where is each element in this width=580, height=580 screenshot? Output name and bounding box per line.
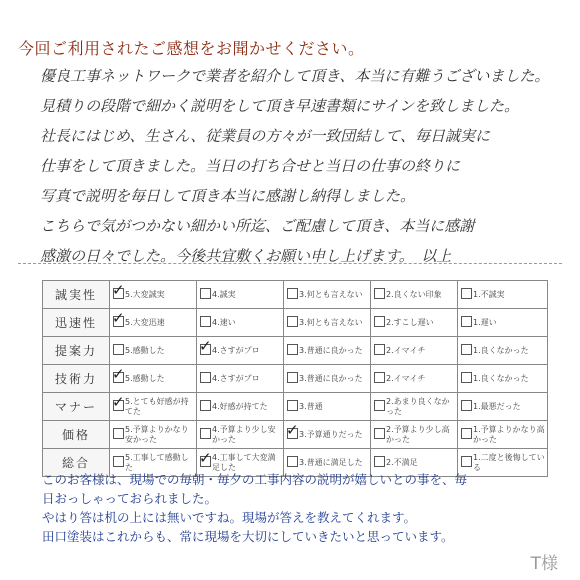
rating-option[interactable] <box>458 421 548 449</box>
rating-option[interactable] <box>371 337 458 365</box>
rating-category: マナー <box>43 393 110 421</box>
checkmark-icon: ✓ <box>199 337 212 355</box>
rating-option-label: 1.遅い <box>473 317 497 327</box>
rating-option-label: 3.予算通りだった <box>299 429 363 439</box>
rating-option-label: 2.イマイチ <box>386 345 426 355</box>
rating-option[interactable] <box>284 337 371 365</box>
rating-option[interactable] <box>110 421 197 449</box>
checkbox[interactable] <box>113 344 124 355</box>
checkbox[interactable] <box>461 428 472 439</box>
rating-option-label: 2.あまり良くなかった <box>386 397 450 416</box>
rating-row <box>43 393 548 421</box>
checkmark-icon: ✓ <box>112 281 125 299</box>
rating-option-label: 1.予算よりかなり高かった <box>473 425 545 444</box>
rating-option[interactable] <box>110 393 197 421</box>
rating-option[interactable] <box>197 365 284 393</box>
rating-option-label: 4.好感が持てた <box>212 401 268 411</box>
rating-option[interactable] <box>458 337 548 365</box>
rating-table <box>42 280 548 477</box>
rating-category: 技術力 <box>43 365 110 393</box>
rating-option-label: 2.不満足 <box>386 457 418 467</box>
rating-option-label: 1.不誠実 <box>473 289 505 299</box>
rating-option[interactable] <box>458 309 548 337</box>
rating-option-label: 5.とても好感が持てた <box>125 397 189 416</box>
rating-row <box>43 281 548 309</box>
checkbox[interactable] <box>113 456 124 467</box>
rating-option[interactable] <box>284 421 371 449</box>
rating-option-label: 2.イマイチ <box>386 373 426 383</box>
checkmark-icon: ✓ <box>112 309 125 327</box>
rating-option-label: 5.大変誠実 <box>125 289 165 299</box>
checkbox[interactable] <box>287 288 298 299</box>
checkbox[interactable] <box>113 428 124 439</box>
checkmark-icon: ✓ <box>112 393 125 411</box>
rating-option[interactable] <box>458 393 548 421</box>
rating-option-label: 2.予算より少し高かった <box>386 425 450 444</box>
rating-row <box>43 309 548 337</box>
rating-option-label: 5.大変迅速 <box>125 317 165 327</box>
checkbox[interactable] <box>374 456 385 467</box>
rating-option[interactable] <box>197 421 284 449</box>
rating-option[interactable] <box>197 337 284 365</box>
rating-row <box>43 337 548 365</box>
comment-line: 田口塗装はこれからも、常に現場を大切にしていきたいと思っています。 <box>42 529 454 544</box>
handwritten-line: 優良工事ネットワークで業者を紹介して頂き、本当に有難うございました。 <box>40 67 550 85</box>
rating-option-label: 4.さすがプロ <box>212 373 260 383</box>
rating-option[interactable] <box>284 309 371 337</box>
checkbox[interactable] <box>461 400 472 411</box>
rating-option-label: 4.工事して大変満足した <box>212 453 276 472</box>
rating-option-label: 5.予算よりかなり安かった <box>125 425 189 444</box>
handwritten-line: 感激の日々でした。今後共宜敷くお願い申し上げます。 以上 <box>40 247 452 265</box>
rating-option-label: 4.さすがプロ <box>212 345 260 355</box>
rating-option[interactable] <box>197 309 284 337</box>
rating-option[interactable] <box>458 281 548 309</box>
rating-category: 提案力 <box>43 337 110 365</box>
checkbox[interactable] <box>374 400 385 411</box>
checkbox[interactable] <box>374 372 385 383</box>
checkbox[interactable] <box>374 344 385 355</box>
checkbox[interactable] <box>374 288 385 299</box>
checkbox[interactable] <box>461 344 472 355</box>
rating-option[interactable] <box>284 365 371 393</box>
handwritten-line: 写真で説明を毎日して頂き本当に感謝し納得しました。 <box>40 187 416 205</box>
rating-option[interactable] <box>458 365 548 393</box>
comment-line: やはり答は机の上には無いですね。現場が答えを教えてくれます。 <box>42 510 417 525</box>
customer-signature: T様 <box>530 554 558 574</box>
checkbox[interactable] <box>461 372 472 383</box>
rating-option-label: 1.二度と後悔している <box>473 453 545 472</box>
checkbox[interactable] <box>461 288 472 299</box>
checkbox[interactable] <box>200 372 211 383</box>
checkbox[interactable] <box>200 316 211 327</box>
rating-row <box>43 421 548 449</box>
rating-option-label: 1.最悪だった <box>473 401 521 411</box>
rating-option-label: 5.感動した <box>125 373 165 383</box>
rating-option-label: 4.速い <box>212 317 236 327</box>
rating-option-label: 2.良くない印象 <box>386 289 442 299</box>
rating-option-label: 3.普通に良かった <box>299 373 363 383</box>
checkmark-icon: ✓ <box>199 449 212 467</box>
rating-option-label: 3.普通 <box>299 401 323 411</box>
staff-comment <box>42 470 562 546</box>
rating-category: 総合 <box>43 449 110 477</box>
handwritten-line: 社長にはじめ、生さん、従業員の方々が一致団結して、毎日誠実に <box>40 127 491 145</box>
rating-option[interactable] <box>371 365 458 393</box>
rating-option[interactable] <box>197 281 284 309</box>
checkbox[interactable] <box>461 316 472 327</box>
rating-option[interactable] <box>110 309 197 337</box>
comment-line: 日おっしゃっておられました。 <box>42 491 218 506</box>
checkbox[interactable] <box>287 456 298 467</box>
rating-option-label: 1.良くなかった <box>473 373 529 383</box>
rating-category: 価格 <box>43 421 110 449</box>
comment-line: このお客様は、現場での毎朝・毎夕の工事内容の説明が嬉しいとの事を、毎 <box>42 472 468 487</box>
rating-option-label: 4.予算より少し安かった <box>212 425 276 444</box>
checkbox[interactable] <box>374 316 385 327</box>
handwritten-line: 見積りの段階で細かく説明をして頂き早速書類にサインを致しました。 <box>40 97 519 115</box>
handwritten-line: 仕事をして頂きました。当日の打ち合せと当日の仕事の終りに <box>40 157 461 175</box>
checkmark-icon: ✓ <box>286 421 299 439</box>
checkbox[interactable] <box>287 316 298 327</box>
rating-option[interactable] <box>110 337 197 365</box>
rating-option-label: 1.良くなかった <box>473 345 529 355</box>
page-title: 今回ご利用されたご感想をお聞かせください。 <box>18 39 365 58</box>
rating-option[interactable] <box>110 365 197 393</box>
rating-option[interactable] <box>371 309 458 337</box>
rating-category: 誠実性 <box>43 281 110 309</box>
rating-option-label: 3.何とも言えない <box>299 289 363 299</box>
rating-option[interactable] <box>371 281 458 309</box>
checkmark-icon: ✓ <box>112 365 125 383</box>
rating-option[interactable] <box>284 393 371 421</box>
checkbox[interactable] <box>287 400 298 411</box>
rating-option-label: 4.誠実 <box>212 289 236 299</box>
rating-option-label: 3.普通に良かった <box>299 345 363 355</box>
rating-row <box>43 365 548 393</box>
section-divider <box>18 263 562 264</box>
rating-option-label: 3.何とも言えない <box>299 317 363 327</box>
rating-option[interactable] <box>197 393 284 421</box>
checkbox[interactable] <box>287 344 298 355</box>
rating-option-label: 5.工事して感動した <box>125 453 189 472</box>
checkbox[interactable] <box>287 372 298 383</box>
checkbox[interactable] <box>200 428 211 439</box>
rating-option[interactable] <box>284 281 371 309</box>
checkbox[interactable] <box>200 400 211 411</box>
checkbox[interactable] <box>374 428 385 439</box>
handwritten-line: こちらで気がつかない細かい所迄、ご配慮して頂き、本当に感謝 <box>40 217 475 235</box>
rating-option[interactable] <box>371 393 458 421</box>
rating-category: 迅速性 <box>43 309 110 337</box>
rating-option[interactable] <box>371 421 458 449</box>
rating-option-label: 2.すこし遅い <box>386 317 434 327</box>
checkbox[interactable] <box>461 456 472 467</box>
rating-option-label: 5.感動した <box>125 345 165 355</box>
rating-option[interactable] <box>110 281 197 309</box>
rating-option-label: 3.普通に満足した <box>299 457 363 467</box>
checkbox[interactable] <box>200 288 211 299</box>
handwritten-testimonial <box>40 62 560 272</box>
